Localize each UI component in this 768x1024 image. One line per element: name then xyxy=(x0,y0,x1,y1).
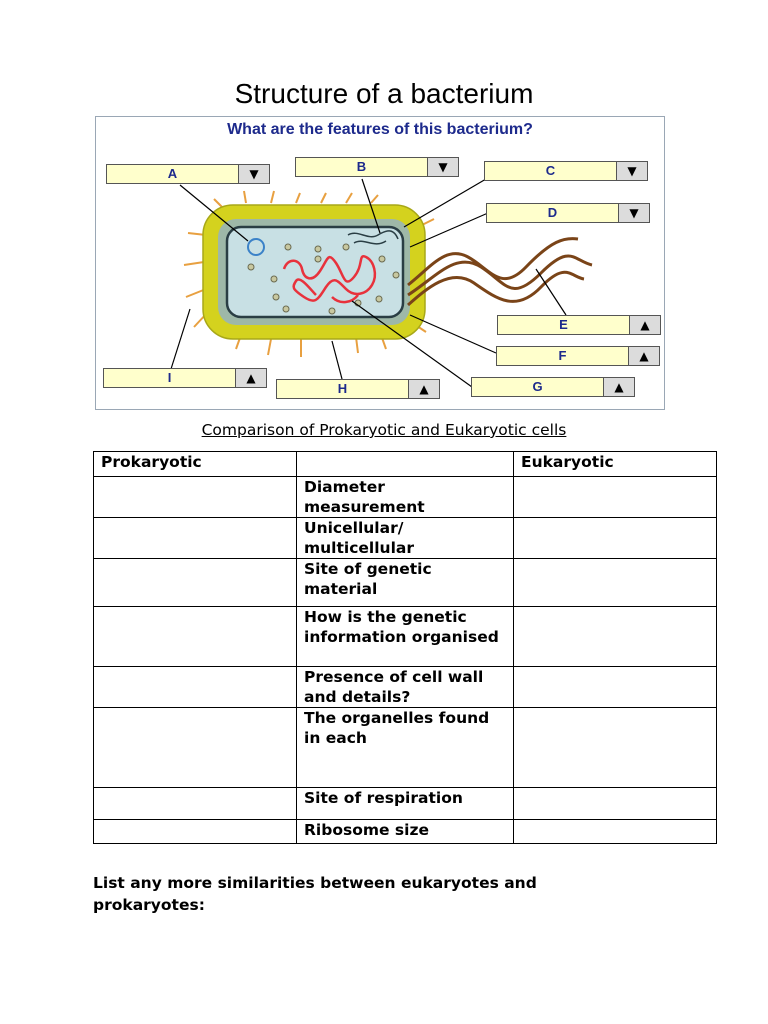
header-prokaryotic: Prokaryotic xyxy=(94,452,297,477)
page-title: Structure of a bacterium xyxy=(234,78,534,109)
eukaryotic-answer-cell[interactable] xyxy=(514,477,717,518)
prokaryotic-answer-cell[interactable] xyxy=(94,518,297,559)
dropdown-e[interactable] xyxy=(497,315,661,335)
eukaryotic-answer-cell[interactable] xyxy=(514,559,717,607)
eukaryotic-answer-cell[interactable] xyxy=(514,607,717,667)
comparison-table xyxy=(93,451,717,844)
triangle-down-icon: ▼ xyxy=(629,206,639,220)
dropdown-h[interactable] xyxy=(276,379,440,399)
eukaryotic-answer-cell[interactable] xyxy=(514,518,717,559)
dropdown-i[interactable] xyxy=(103,368,267,388)
table-row xyxy=(94,559,717,607)
feature-cell: Ribosome size xyxy=(297,820,514,844)
prokaryotic-answer-cell[interactable] xyxy=(94,607,297,667)
table-title: Comparison of Prokaryotic and Eukaryotic cells xyxy=(201,421,567,439)
feature-cell: Diameter measurement xyxy=(297,477,514,518)
dropdown-button[interactable] xyxy=(235,369,266,387)
prokaryotic-answer-cell[interactable] xyxy=(94,477,297,518)
triangle-down-icon: ▼ xyxy=(438,160,448,174)
dropdown-a[interactable] xyxy=(106,164,270,184)
header-eukaryotic: Eukaryotic xyxy=(514,452,717,477)
eukaryotic-answer-cell[interactable] xyxy=(514,708,717,788)
table-row xyxy=(94,477,717,518)
flagella xyxy=(408,239,592,305)
dropdown-label: D xyxy=(547,205,558,220)
triangle-down-icon: ▼ xyxy=(249,167,259,181)
feature-cell: The organelles found in each xyxy=(297,708,514,788)
dropdown-d[interactable] xyxy=(486,203,650,223)
prokaryotic-answer-cell[interactable] xyxy=(94,708,297,788)
eukaryotic-answer-cell[interactable] xyxy=(514,667,717,708)
table-row xyxy=(94,820,717,844)
table-header-row xyxy=(94,452,717,477)
eukaryotic-answer-cell[interactable] xyxy=(514,788,717,820)
triangle-up-icon: ▲ xyxy=(419,382,429,396)
feature-cell: Site of respiration xyxy=(297,788,514,820)
dropdown-label: E xyxy=(559,317,568,332)
dropdown-b[interactable] xyxy=(295,157,459,177)
dropdown-label: F xyxy=(558,348,567,363)
dropdown-label: A xyxy=(167,166,178,181)
table-row xyxy=(94,708,717,788)
triangle-up-icon: ▲ xyxy=(614,380,624,394)
feature-cell: Site of genetic material xyxy=(297,559,514,607)
table-row xyxy=(94,667,717,708)
table-row xyxy=(94,788,717,820)
triangle-up-icon: ▲ xyxy=(640,318,650,332)
eukaryotic-answer-cell[interactable] xyxy=(514,820,717,844)
dropdown-label: C xyxy=(545,163,556,178)
prokaryotic-answer-cell[interactable] xyxy=(94,788,297,820)
dropdown-label: H xyxy=(337,381,348,396)
dropdown-c[interactable] xyxy=(484,161,648,181)
dropdown-button[interactable] xyxy=(629,316,660,334)
dropdown-button[interactable] xyxy=(603,378,634,396)
triangle-up-icon: ▲ xyxy=(639,349,649,363)
header-feature xyxy=(297,452,514,477)
triangle-down-icon: ▼ xyxy=(627,164,637,178)
table-row xyxy=(94,607,717,667)
prokaryotic-answer-cell[interactable] xyxy=(94,820,297,844)
table-row xyxy=(94,518,717,559)
feature-cell: Presence of cell wall and details? xyxy=(297,667,514,708)
dropdown-f[interactable] xyxy=(496,346,660,366)
feature-cell: Unicellular/ multicellular xyxy=(297,518,514,559)
diagram-question: What are the features of this bacterium? xyxy=(227,121,533,138)
dropdown-label: I xyxy=(167,370,172,385)
dropdown-button[interactable] xyxy=(238,165,269,183)
dropdown-button[interactable] xyxy=(616,162,647,180)
prokaryotic-answer-cell[interactable] xyxy=(94,667,297,708)
prokaryotic-answer-cell[interactable] xyxy=(94,559,297,607)
dropdown-label: G xyxy=(532,379,543,394)
dropdown-button[interactable] xyxy=(427,158,458,176)
similarities-prompt: List any more similarities between eukaryotes and prokaryotes: xyxy=(93,874,537,914)
dropdown-g[interactable] xyxy=(471,377,635,397)
dropdown-label: B xyxy=(356,159,367,174)
triangle-up-icon: ▲ xyxy=(246,371,256,385)
bacterium-diagram xyxy=(95,116,665,410)
feature-cell: How is the genetic information organised xyxy=(297,607,514,667)
dropdown-button[interactable] xyxy=(408,380,439,398)
dropdown-button[interactable] xyxy=(628,347,659,365)
dropdown-button[interactable] xyxy=(618,204,649,222)
